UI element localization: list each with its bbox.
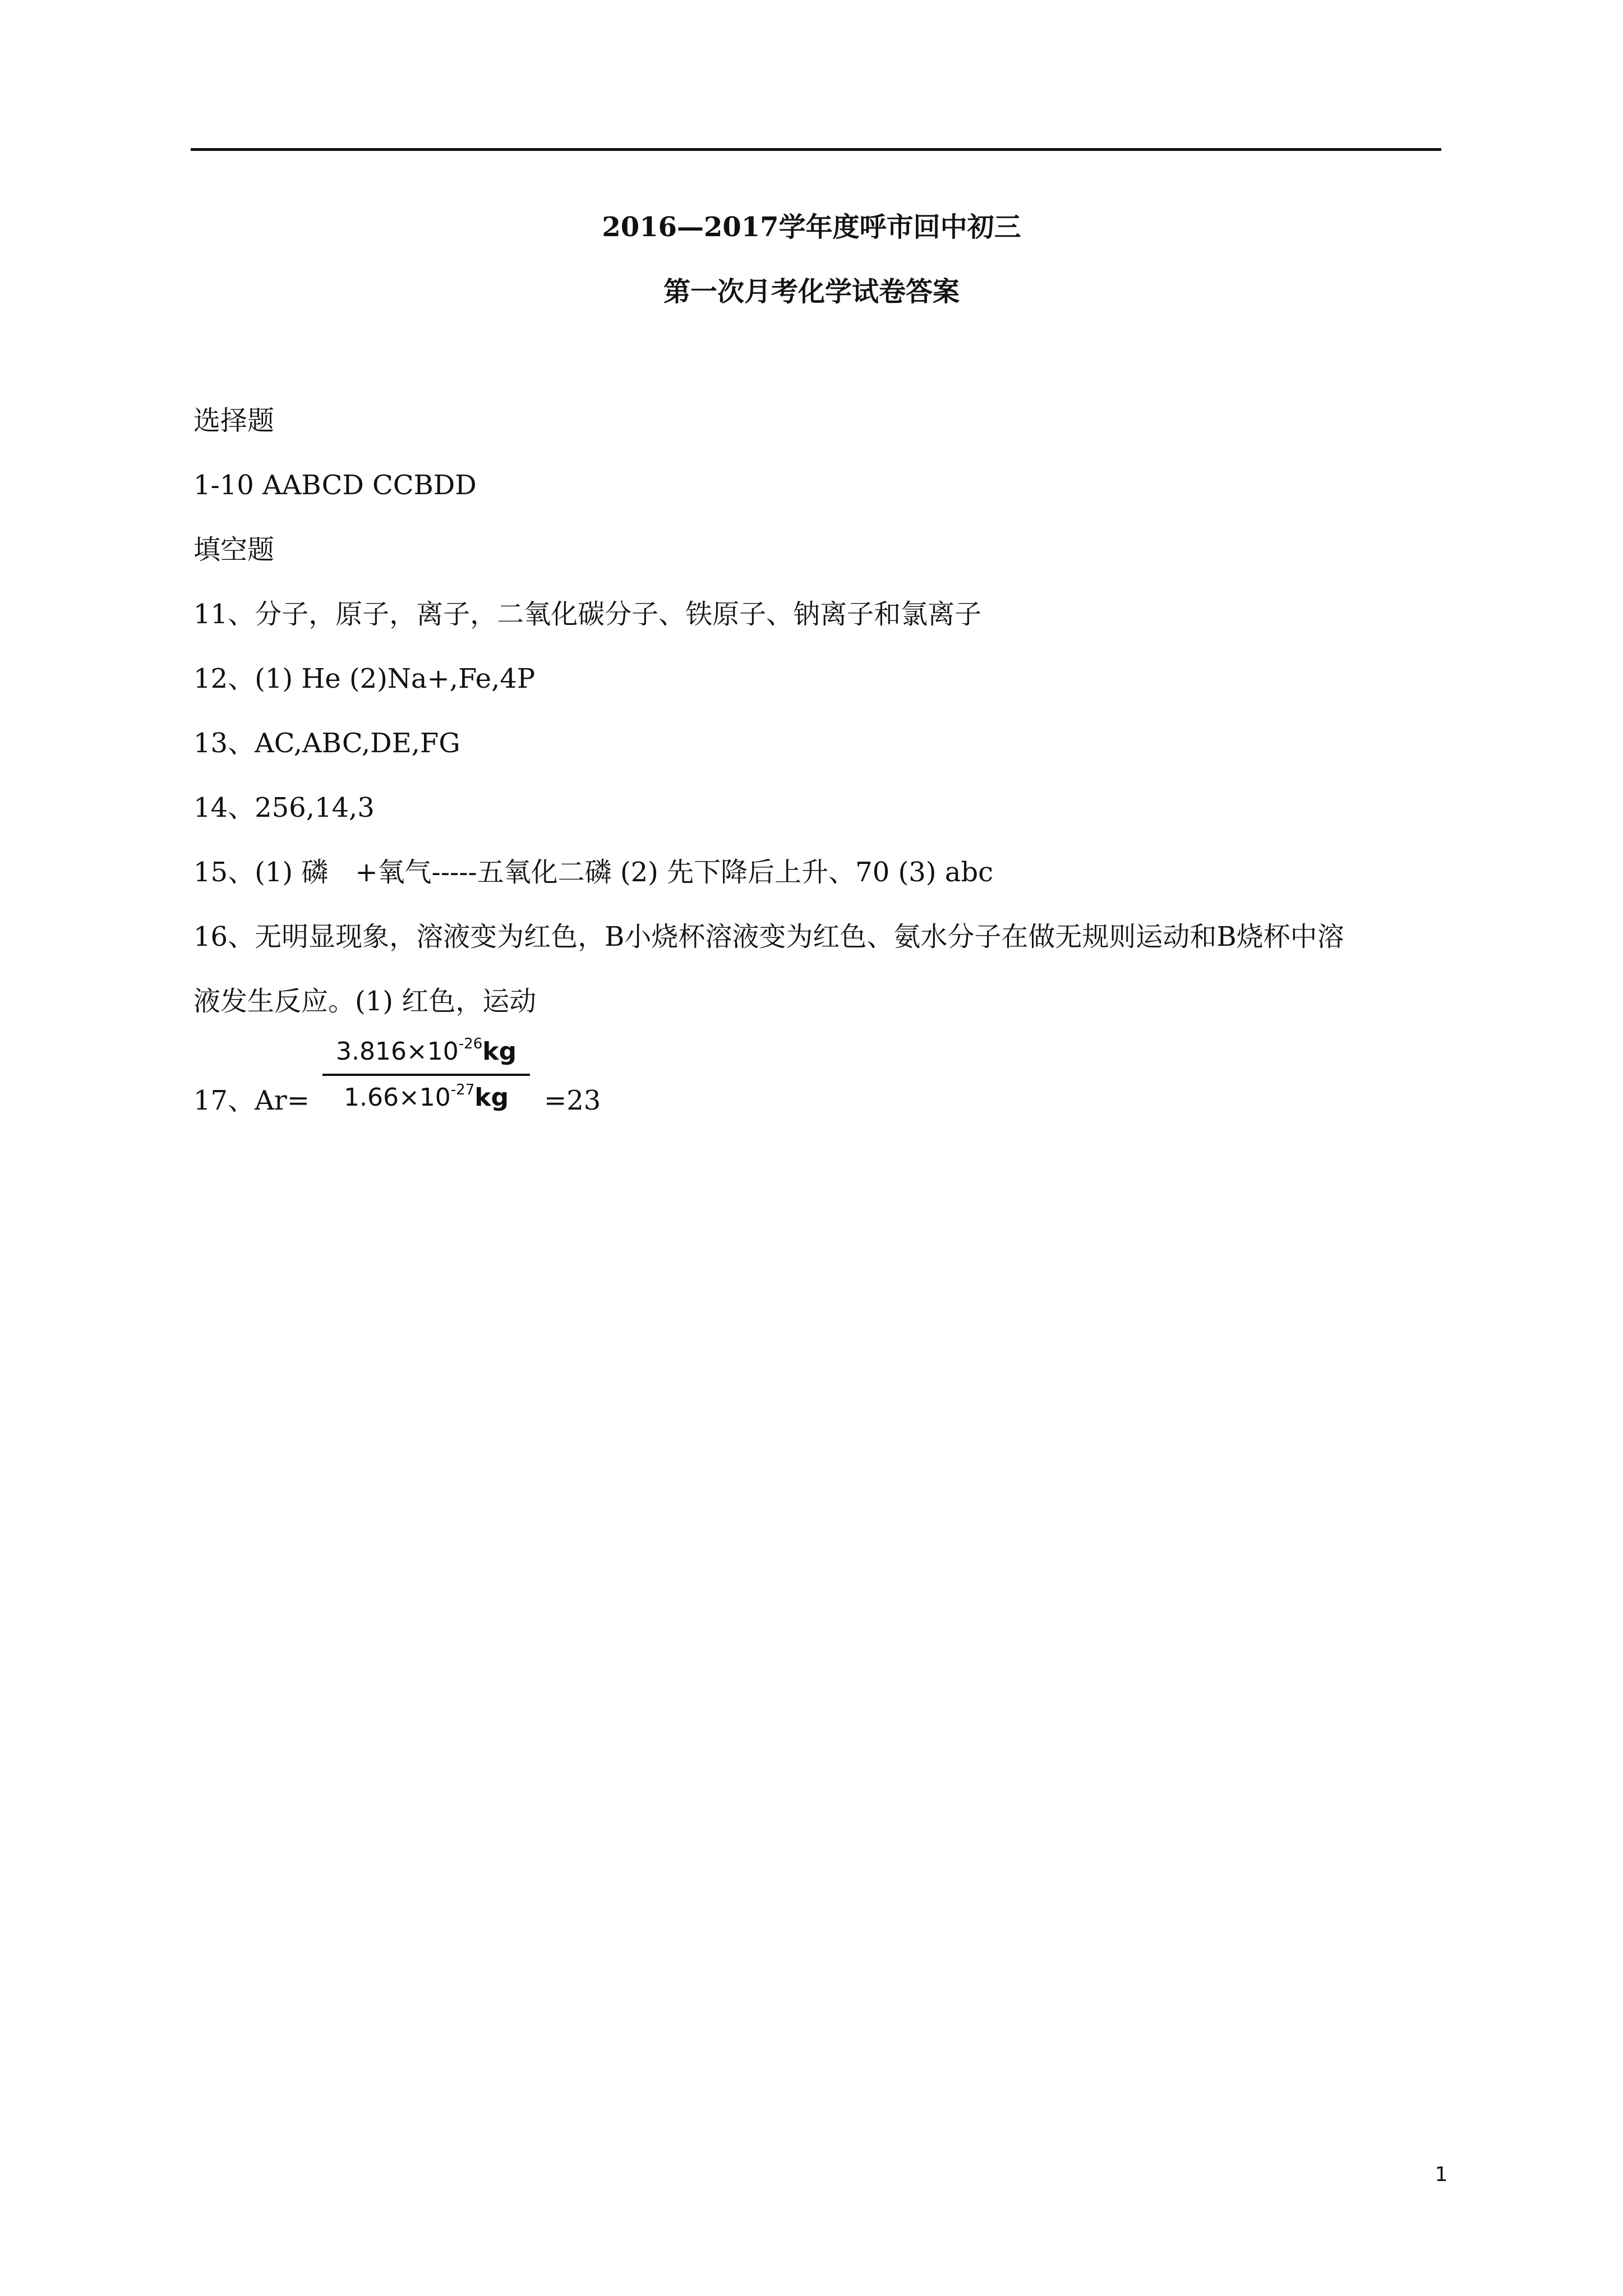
- document-title: 2016—2017学年度呼市回中初三: [602, 211, 1021, 243]
- choice-answers: 1-10 AABCD CCBDD: [193, 470, 477, 501]
- denominator-unit: kg: [474, 1083, 509, 1112]
- denominator-exponent: -27: [450, 1082, 475, 1099]
- fraction-numerator: [322, 1032, 530, 1071]
- section-heading-fill: 填空题: [193, 534, 275, 565]
- q17-fraction: [322, 1032, 530, 1128]
- header-rule: [191, 148, 1441, 151]
- numerator-base: 3.816×10: [335, 1037, 459, 1066]
- answer-q14: 14、256,14,3: [193, 792, 375, 823]
- q17-label: 17、Ar=: [193, 1085, 310, 1116]
- answer-q15: 15、(1) 磷 +氧气-----五氧化二磷 (2) 先下降后上升、70 (3) abc: [193, 857, 993, 888]
- answer-q12: 12、(1) He (2)Na+,Fe,4P: [193, 663, 536, 694]
- fraction-bar: [322, 1074, 530, 1076]
- answer-q16-line-2: 液发生反应。(1) 红色，运动: [193, 986, 537, 1017]
- answer-q16-line-1: 16、无明显现象，溶液变为红色，B小烧杯溶液变为红色、氨水分子在做无规则运动和B烧杯中溶: [193, 921, 1344, 953]
- answer-q11: 11、分子，原子，离子，二氧化碳分子、铁原子、钠离子和氯离子: [193, 599, 982, 630]
- section-heading-choice: 选择题: [193, 405, 275, 436]
- document-subtitle: 第一次月考化学试卷答案: [663, 276, 960, 307]
- numerator-exponent: -26: [458, 1036, 483, 1053]
- fraction-denominator: [322, 1078, 530, 1117]
- q17-result: =23: [544, 1085, 601, 1116]
- page-number: 1: [1435, 2163, 1448, 2186]
- denominator-base: 1.66×10: [343, 1083, 451, 1112]
- answer-q13: 13、AC,ABC,DE,FG: [193, 728, 460, 759]
- numerator-unit: kg: [482, 1037, 517, 1066]
